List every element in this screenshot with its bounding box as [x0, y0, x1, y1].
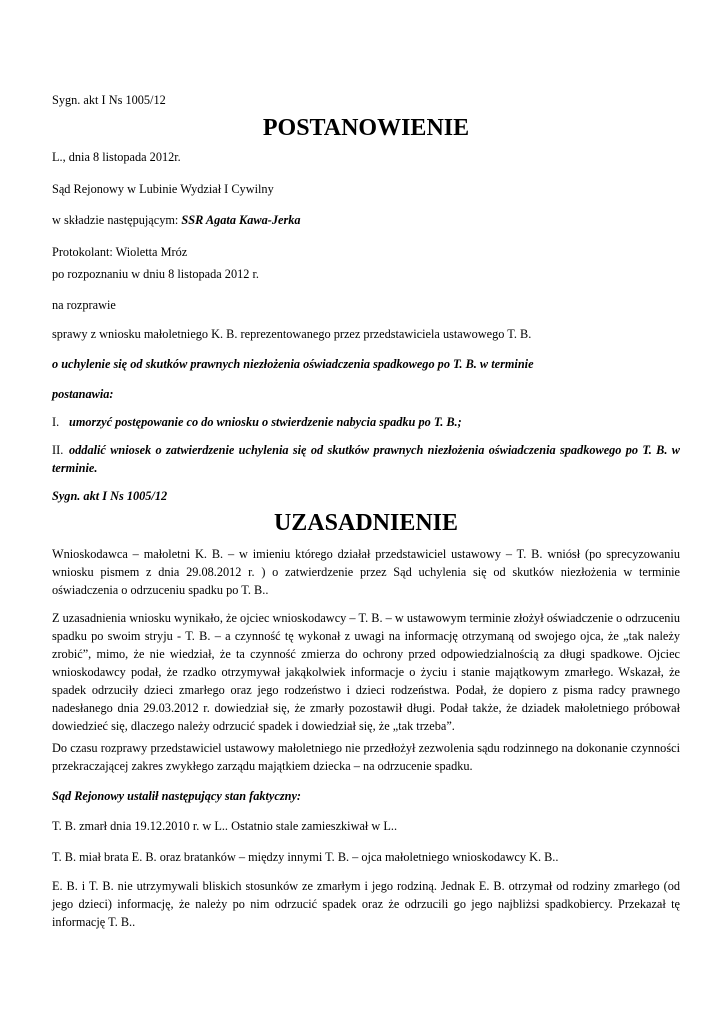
place-date: L., dnia 8 listopada 2012r. — [52, 150, 181, 164]
document-title: POSTANOWIENIE — [262, 115, 470, 141]
ruling-item-text: umorzyć postępowanie co do wniosku o stwierdzenie nabycia spadku po T. B.; — [69, 415, 462, 429]
court-composition — [52, 211, 680, 229]
facts-paragraph: E. B. i T. B. nie utrzymywali bliskich stosunków ze zmarłym i jego rodziną. Jednak E. B. otrzymał od rodziny zmarłego (od jego dzieci) informację, że należy po nim odrzucić spadek oraz że odrzucili go jego najbliżsi spadkobiercy. Przekazał tę informację T. B.. — [52, 879, 680, 929]
case-description: sprawy z wniosku małoletniego K. B. reprezentowanego przez przedstawiciela ustawowego T. B. — [52, 327, 532, 341]
facts-heading: Sąd Rejonowy ustalił następujący stan faktyczny: — [52, 789, 302, 803]
hearing-type: na rozprawie — [52, 298, 116, 312]
facts-paragraph: T. B. miał brata E. B. oraz bratanków – między innymi T. B. – ojca małoletniego wnioskodawcy K. B.. — [52, 850, 559, 864]
composition-prefix: w składzie następującym: — [52, 213, 182, 227]
case-subject: o uchylenie się od skutków prawnych niezłożenia oświadczenia spadkowego po T. B. w terminie — [52, 357, 534, 371]
justification-paragraph: Do czasu rozprawy przedstawiciel ustawowy małoletniego nie przedłożył zezwolenia sądu rodzinnego na dokonanie czynności przekraczającej zakres zwykłego zarządu majątkiem dziecka – na odrzucenie spadku. — [52, 741, 680, 773]
hearing-date: po rozpoznaniu w dniu 8 listopada 2012 r. — [52, 267, 259, 281]
justification-paragraph: Z uzasadnienia wniosku wynikało, że ojciec wnioskodawcy – T. B. – w ustawowym terminie złożył oświadczenie o odrzuceniu spadku po swoim stryju - T. B. – a czynność tę wykonał z uwagi na informację otrzymaną od swojego ojca, że „tak należy zrobić”, mimo, że nie wiedział, że ta czynność zmierza do ochrony przed odpowiedzialnością za długi spadkowe. Ojciec wnioskodawcy podał, że rzadko otrzymywał jakąkolwiek informacje o życiu i stanie majątkowym zmarłego. Wskazał, że spadek odrzuciły dzieci zmarłego oraz jego rodzeństwo i dzieci rodzeństwa. Podał, że dopiero z pisma radcy prawnego nadesłanego dnia 29.03.2012 r. dowiedział się, że zmarły pozostawił długi. Podał także, że dziadek małoletniego próbował dowiedzieć się, dlaczego należy odrzucić spadek i dowiedział się, że „tak trzeba”. — [52, 611, 680, 733]
ruling-item — [52, 413, 680, 431]
judge-name: SSR Agata Kawa-Jerka — [181, 213, 301, 227]
justification-paragraph: Wnioskodawca – małoletni K. B. – w imieniu którego działał przedstawiciel ustawowy – T. B. wniósł (po sprecyzowaniu wniosku pismem z dnia 29.08.2012 r. ) o zatwierdzenie przez Sąd uchylenia się od skutków niezłożenia w terminie oświadczenia o odrzuceniu spadku po T. B.. — [52, 547, 680, 597]
ruling-item-text: oddalić wniosek o zatwierdzenie uchylenia się od skutków prawnych niezłożenia oświadczenia spadkowego po T. B. w terminie. — [52, 443, 680, 475]
court-name: Sąd Rejonowy w Lubinie Wydział I Cywilny — [52, 182, 274, 196]
case-number-bottom: Sygn. akt I Ns 1005/12 — [52, 489, 168, 503]
court-clerk: Protokolant: Wioletta Mróz — [52, 245, 188, 259]
ruling-item-number: II. — [52, 443, 64, 457]
decision-verb: postanawia: — [52, 387, 114, 401]
case-number-top: Sygn. akt I Ns 1005/12 — [52, 93, 166, 107]
ruling-item-number: I. — [52, 415, 60, 429]
justification-title: UZASADNIENIE — [273, 510, 459, 536]
facts-paragraph: T. B. zmarł dnia 19.12.2010 r. w L.. Ostatnio stale zamieszkiwał w L.. — [52, 819, 398, 833]
ruling-item — [52, 441, 680, 477]
